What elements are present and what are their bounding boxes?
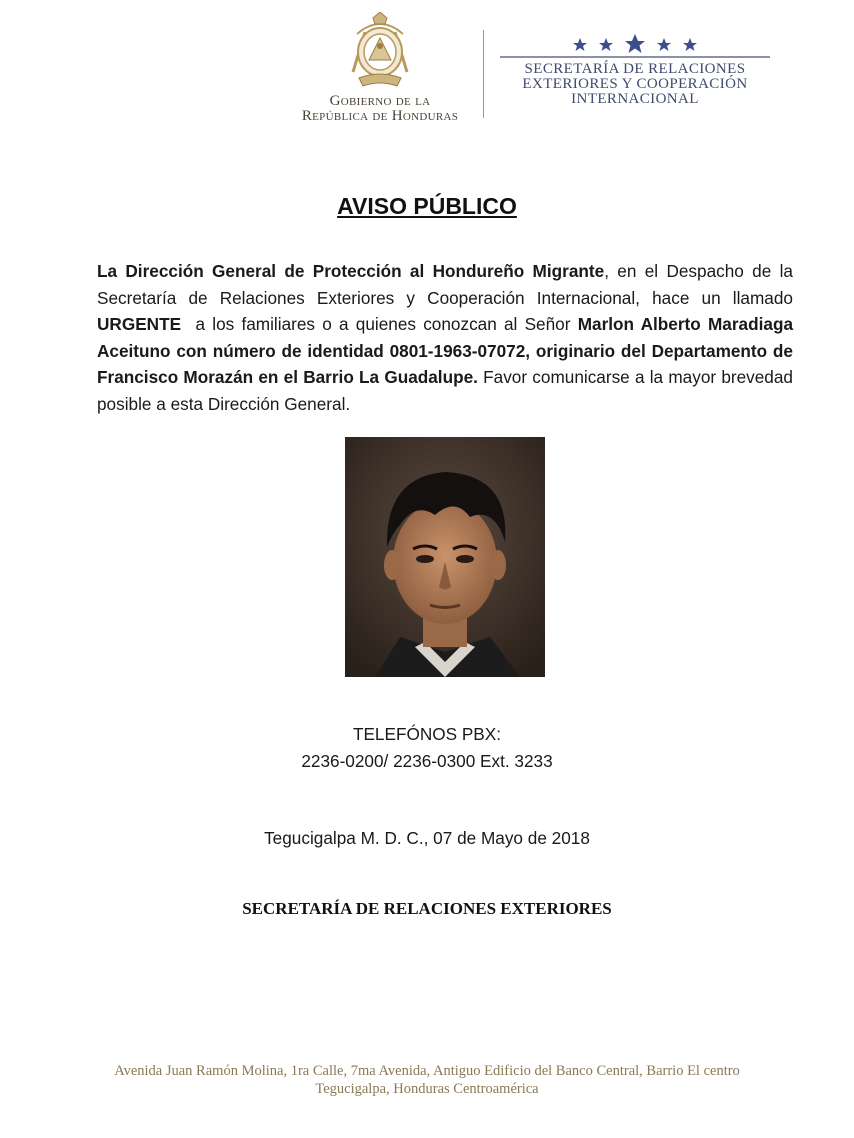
ministry-rule	[500, 56, 770, 58]
notice-text-3: Favor comunicarse a la mayor brevedad posible a esta Dirección General.	[97, 367, 793, 414]
five-stars-icon	[500, 34, 770, 54]
ministry-name-line1: SECRETARÍA DE RELACIONES	[524, 61, 746, 77]
honduras-coat-of-arms-icon	[345, 12, 415, 90]
footer-address-line2: Tegucigalpa, Honduras Centroamérica	[315, 1081, 539, 1097]
notice-directorate: La Dirección General de Protección al Hondureño Migrante	[97, 261, 605, 281]
notice-paragraph	[97, 258, 793, 418]
phones-label: TELEFÓNOS PBX:	[352, 724, 502, 744]
date-line: Tegucigalpa M. D. C., 07 de Mayo de 2018	[264, 828, 590, 848]
ministry-name-line3: INTERNACIONAL	[571, 91, 699, 107]
notice-title: AVISO PÚBLICO	[337, 193, 517, 219]
missing-person-photo	[345, 437, 545, 677]
ministry-block	[500, 34, 770, 107]
notice-person-details: Marlon Alberto Maradiaga Aceituno con número de identidad 0801-1963-07072, originario del Departamento de Francisco Morazán en el Barrio La Guadalupe.	[97, 314, 793, 388]
letterhead	[0, 0, 854, 140]
phones-number: 2236-0200/ 2236-0300 Ext. 3233	[301, 751, 553, 771]
ministry-name-line2: EXTERIORES Y COOPERACIÓN	[522, 76, 748, 92]
notice-text-2: a los familiares o a quienes conozcan al Señor	[181, 314, 578, 335]
government-name-line2: República de Honduras	[301, 108, 459, 124]
notice-urgent: URGENTE	[97, 314, 182, 335]
government-name-line1: Gobierno de la	[329, 93, 431, 109]
government-block	[280, 12, 480, 124]
signature: SECRETARÍA DE RELACIONES EXTERIORES	[242, 899, 612, 918]
notice-text-1: , en el Despacho de la Secretaría de Relaciones Exteriores y Cooperación Internacional, hace un llamado	[97, 261, 793, 308]
footer-address-line1: Avenida Juan Ramón Molina, 1ra Calle, 7ma Avenida, Antiguo Edificio del Banco Central, Barrio El centro	[114, 1063, 740, 1079]
header-divider	[483, 30, 484, 118]
